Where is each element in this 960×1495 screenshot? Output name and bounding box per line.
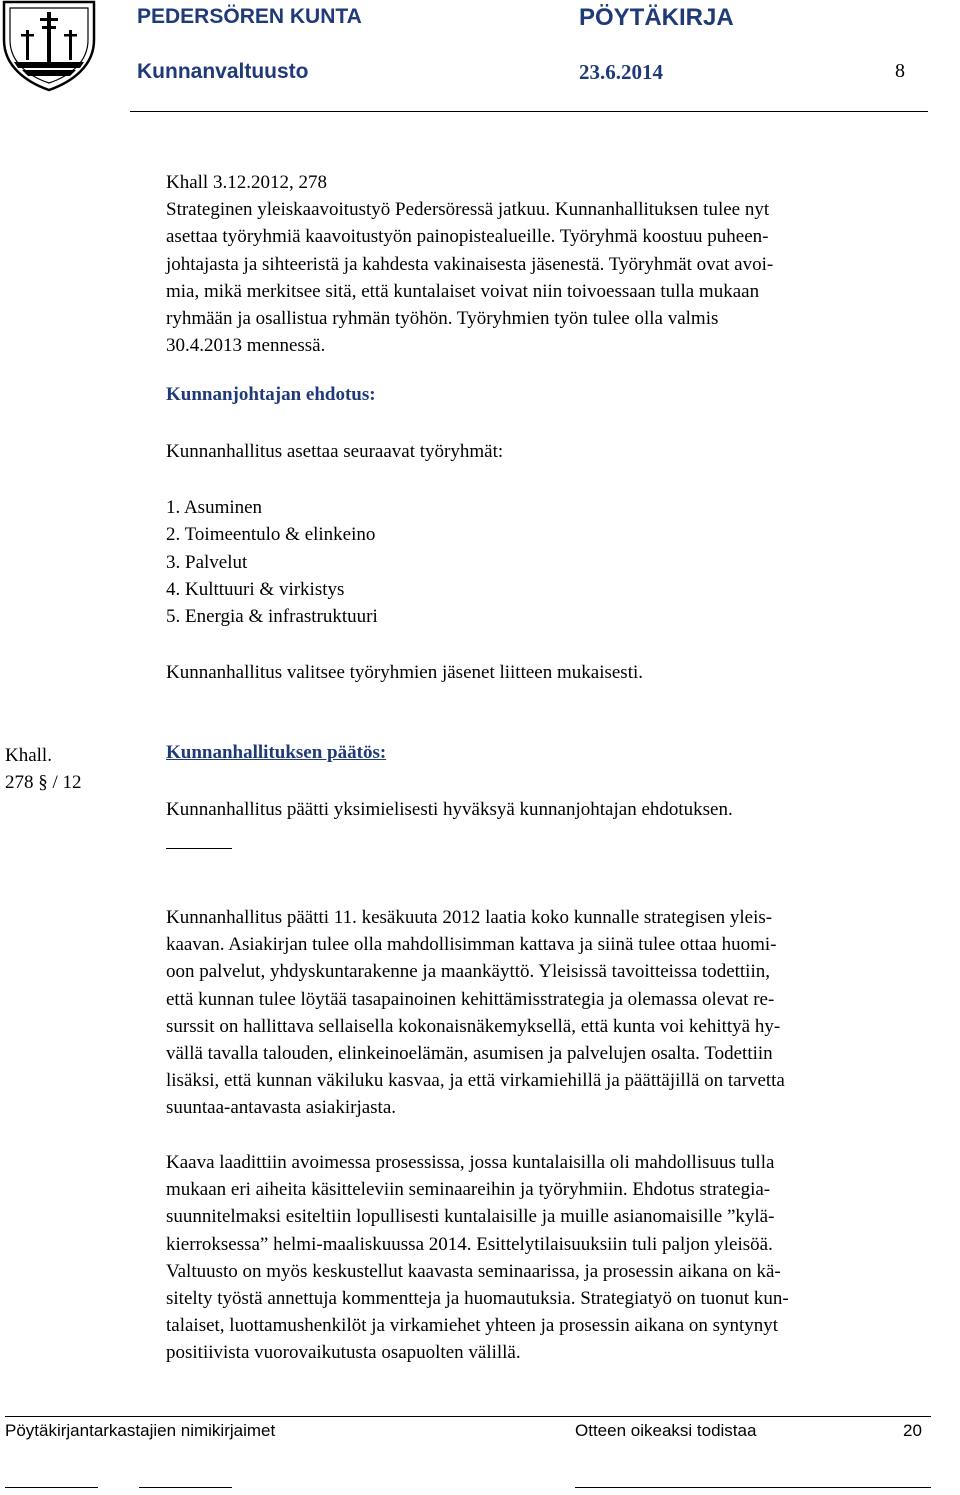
intro-paragraph: [166, 196, 901, 359]
list-item: 3. Palvelut: [166, 551, 248, 573]
decision-short-rule: [166, 848, 232, 849]
footer-divider: [5, 1416, 931, 1417]
intro-line: johtajasta ja sihteeristä ja kahdesta vakinaisesta jäsenestä. Työryhmät ovat avoi-: [166, 253, 774, 275]
list-item: 5. Energia & infrastruktuuri: [166, 606, 378, 628]
list-item: 2. Toimeentulo & elinkeino: [166, 524, 376, 546]
paragraph-line: positiivista vuorovaikutusta osapuolten välillä.: [166, 1342, 521, 1364]
intro-line: ryhmään ja osallistua ryhmän työhön. Työryhmien työn tulee olla valmis: [166, 308, 719, 330]
paragraph-line: että kunnan tulee löytää tasapainoinen kehittämisstrategia ja olemassa olevat re-: [166, 988, 775, 1010]
side-label-line: Khall.: [5, 745, 52, 766]
header-divider: [130, 111, 928, 112]
list-item: 1. Asuminen: [166, 497, 263, 518]
intro-line: 30.4.2013 mennessä.: [166, 335, 326, 357]
background-paragraph: [166, 904, 901, 1122]
process-paragraph: [166, 1149, 901, 1367]
decision-heading: Kunnanhallituksen päätös:: [166, 742, 387, 763]
page-number: 8: [895, 60, 905, 82]
paragraph-line: vällä tavalla talouden, elinkeinoelämän, asumisen ja palvelujen osalta. Todettiin: [166, 1043, 773, 1065]
intro-line: Strateginen yleiskaavoitustyö Pedersöressä jatkuu. Kunnanhallituksen tulee nyt: [166, 199, 770, 221]
paragraph-line: lisäksi, että kunnan väkiluku kasvaa, ja että virkamiehillä ja päättäjillä on tarvetta: [166, 1070, 785, 1092]
organization-name: PEDERSÖREN KUNTA: [137, 5, 362, 28]
paragraph-line: suuntaa-antavasta asiakirjasta.: [166, 1097, 397, 1119]
paragraph-line: suunnitelmaksi esiteltiin lopullisesti kuntalaisille ja muille asianomaisille ”kylä-: [166, 1206, 775, 1228]
municipal-crest-logo: [0, 0, 98, 92]
paragraph-line: mukaan eri aiheita käsitteleviin seminaareihin ja työryhmiin. Ehdotus strategia-: [166, 1179, 771, 1201]
footer-initials-label: Pöytäkirjantarkastajien nimikirjaimet: [5, 1421, 276, 1440]
decision-text: Kunnanhallitus päätti yksimielisesti hyväksyä kunnanjohtajan ehdotuksen.: [166, 799, 733, 820]
paragraph-line: oon palvelut, yhdyskuntarakenne ja maankäyttö. Yleisissä tavoitteissa todettiin,: [166, 961, 770, 983]
paragraph-line: kaavan. Asiakirjan tulee olla mahdollisimman kattava ja siinä tulee ottaa huomi-: [166, 934, 777, 956]
paragraph-line: kierroksessa” helmi-maaliskuussa 2014. Esittelytilaisuuksiin tuli paljon yleisöä.: [166, 1233, 773, 1255]
intro-section: [166, 169, 901, 359]
paragraph-line: sitelty työstä annettuja kommentteja ja huomautuksia. Strategiatyö on tuonut kun-: [166, 1288, 789, 1310]
signature-line: [5, 1487, 98, 1488]
intro-line: mia, mikä merkitsee sitä, että kuntalaiset voivat niin toivoessaan tulla mukaan: [166, 280, 760, 302]
paragraph-line: talaiset, luottamushenkilöt ja virkamiehet yhteen ja prosessin aikana on syntynyt: [166, 1315, 779, 1337]
intro-line: asettaa työryhmiä kaavoitustyön painopistealueille. Työryhmä koostuu puheen-: [166, 226, 769, 248]
decision-side-label: [5, 742, 82, 796]
signature-line: [139, 1487, 232, 1488]
footer-page-number: 20: [903, 1421, 922, 1440]
signature-line: [575, 1487, 931, 1488]
meeting-body: Kunnanvaltuusto: [137, 60, 309, 83]
proposal-lead: Kunnanhallitus asettaa seuraavat työryhmät:: [166, 441, 504, 462]
proposal-heading: Kunnanjohtajan ehdotus:: [166, 384, 376, 405]
paragraph-line: Valtuusto on myös keskustellut kaavasta seminaarissa, ja prosessin aikana on kä-: [166, 1260, 781, 1282]
footer-certification-label: Otteen oikeaksi todistaa: [575, 1421, 757, 1440]
proposal-closing: Kunnanhallitus valitsee työryhmien jäsenet liitteen mukaisesti.: [166, 662, 644, 683]
document-type: PÖYTÄKIRJA: [579, 4, 734, 31]
meeting-date: 23.6.2014: [579, 60, 663, 84]
side-label-line: 278 § / 12: [5, 772, 82, 794]
paragraph-line: Kunnanhallitus päätti 11. kesäkuuta 2012 laatia koko kunnalle strategisen yleis-: [166, 907, 773, 928]
working-groups-list: [166, 494, 378, 630]
paragraph-line: Kaava laadittiin avoimessa prosessissa, jossa kuntalaisilla oli mahdollisuus tulla: [166, 1152, 775, 1173]
list-item: 4. Kulttuuri & virkistys: [166, 578, 345, 600]
paragraph-line: surssit on hallittava sellaisella kokonaisnäkemyksellä, että kunta voi kehittyä hy-: [166, 1015, 781, 1037]
intro-reference: Khall 3.12.2012, 278: [166, 172, 327, 193]
